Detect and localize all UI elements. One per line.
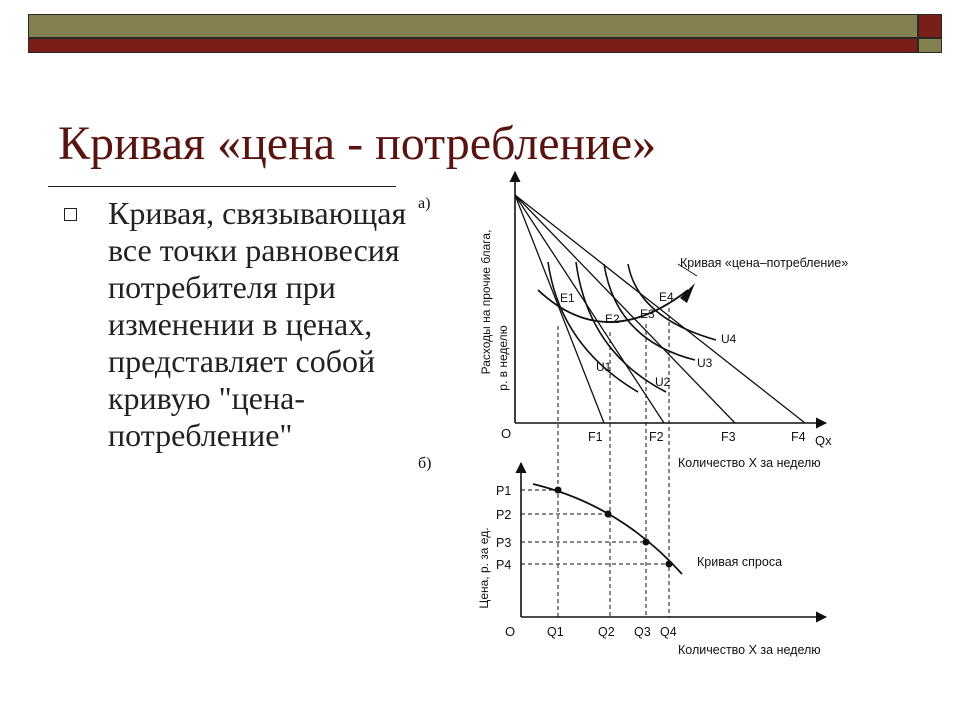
indifference-u4-label: U4 xyxy=(721,332,737,346)
demand-point-3 xyxy=(643,539,650,546)
equilibrium-e4-label: E4 xyxy=(659,290,674,304)
quantity-q4-label: Q4 xyxy=(660,625,677,639)
panel-b-origin-label: O xyxy=(505,624,516,639)
panel-b-x-title: Количество X за неделю xyxy=(678,643,821,657)
indifference-u1-label: U1 xyxy=(596,360,612,374)
quantity-q2-label: Q2 xyxy=(598,625,615,639)
price-consumption-label: Кривая «цена–потребление» xyxy=(680,256,849,270)
panel-a-origin-label: O xyxy=(501,426,512,441)
price-p4-label: P4 xyxy=(496,558,512,572)
budget-f1-label: F1 xyxy=(588,430,603,444)
equilibrium-e1-label: E1 xyxy=(560,291,575,305)
indifference-curve-u2 xyxy=(576,262,666,392)
indifference-u3-label: U3 xyxy=(697,356,713,370)
budget-f2-label: F2 xyxy=(649,430,664,444)
budget-f4-label: F4 xyxy=(791,430,806,444)
price-p2-label: P2 xyxy=(496,508,512,522)
panel-a-y-label-line1: Расходы на прочие блага, xyxy=(479,229,493,375)
price-consumption-arrow-icon xyxy=(680,283,695,303)
quantity-q1-label: Q1 xyxy=(547,625,564,639)
demand-point-1 xyxy=(555,487,562,494)
panel-b-y-label: Цена, р. за ед. xyxy=(477,527,491,609)
panel-a-x-title: Количество X за неделю xyxy=(678,456,821,470)
indifference-u2-label: U2 xyxy=(655,375,671,389)
panel-b-tag: б) xyxy=(418,455,432,472)
equilibrium-e3-label: E3 xyxy=(640,307,655,321)
budget-f3-label: F3 xyxy=(721,430,736,444)
demand-curve-label: Кривая спроса xyxy=(697,555,783,569)
bullet-text: Кривая, связывающая все точки равновесия потребителя при изменении в ценах, представляет собой кривую "цена-потребление" xyxy=(108,195,407,453)
price-p1-label: P1 xyxy=(496,484,512,498)
price-p3-label: P3 xyxy=(496,536,512,550)
panel-a-y-label-line2: р. в неделю xyxy=(496,325,510,391)
demand-point-2 xyxy=(605,511,612,518)
budget-line-3 xyxy=(515,195,735,423)
demand-curve xyxy=(533,484,682,574)
equilibrium-e2-label: E2 xyxy=(605,312,620,326)
panel-a-x-axis-name: Qx xyxy=(815,433,832,448)
quantity-q3-label: Q3 xyxy=(634,625,651,639)
demand-point-4 xyxy=(666,561,673,568)
panel-a-tag: а) xyxy=(418,195,431,212)
slide-title: Кривая «цена - потребление» xyxy=(58,117,657,170)
